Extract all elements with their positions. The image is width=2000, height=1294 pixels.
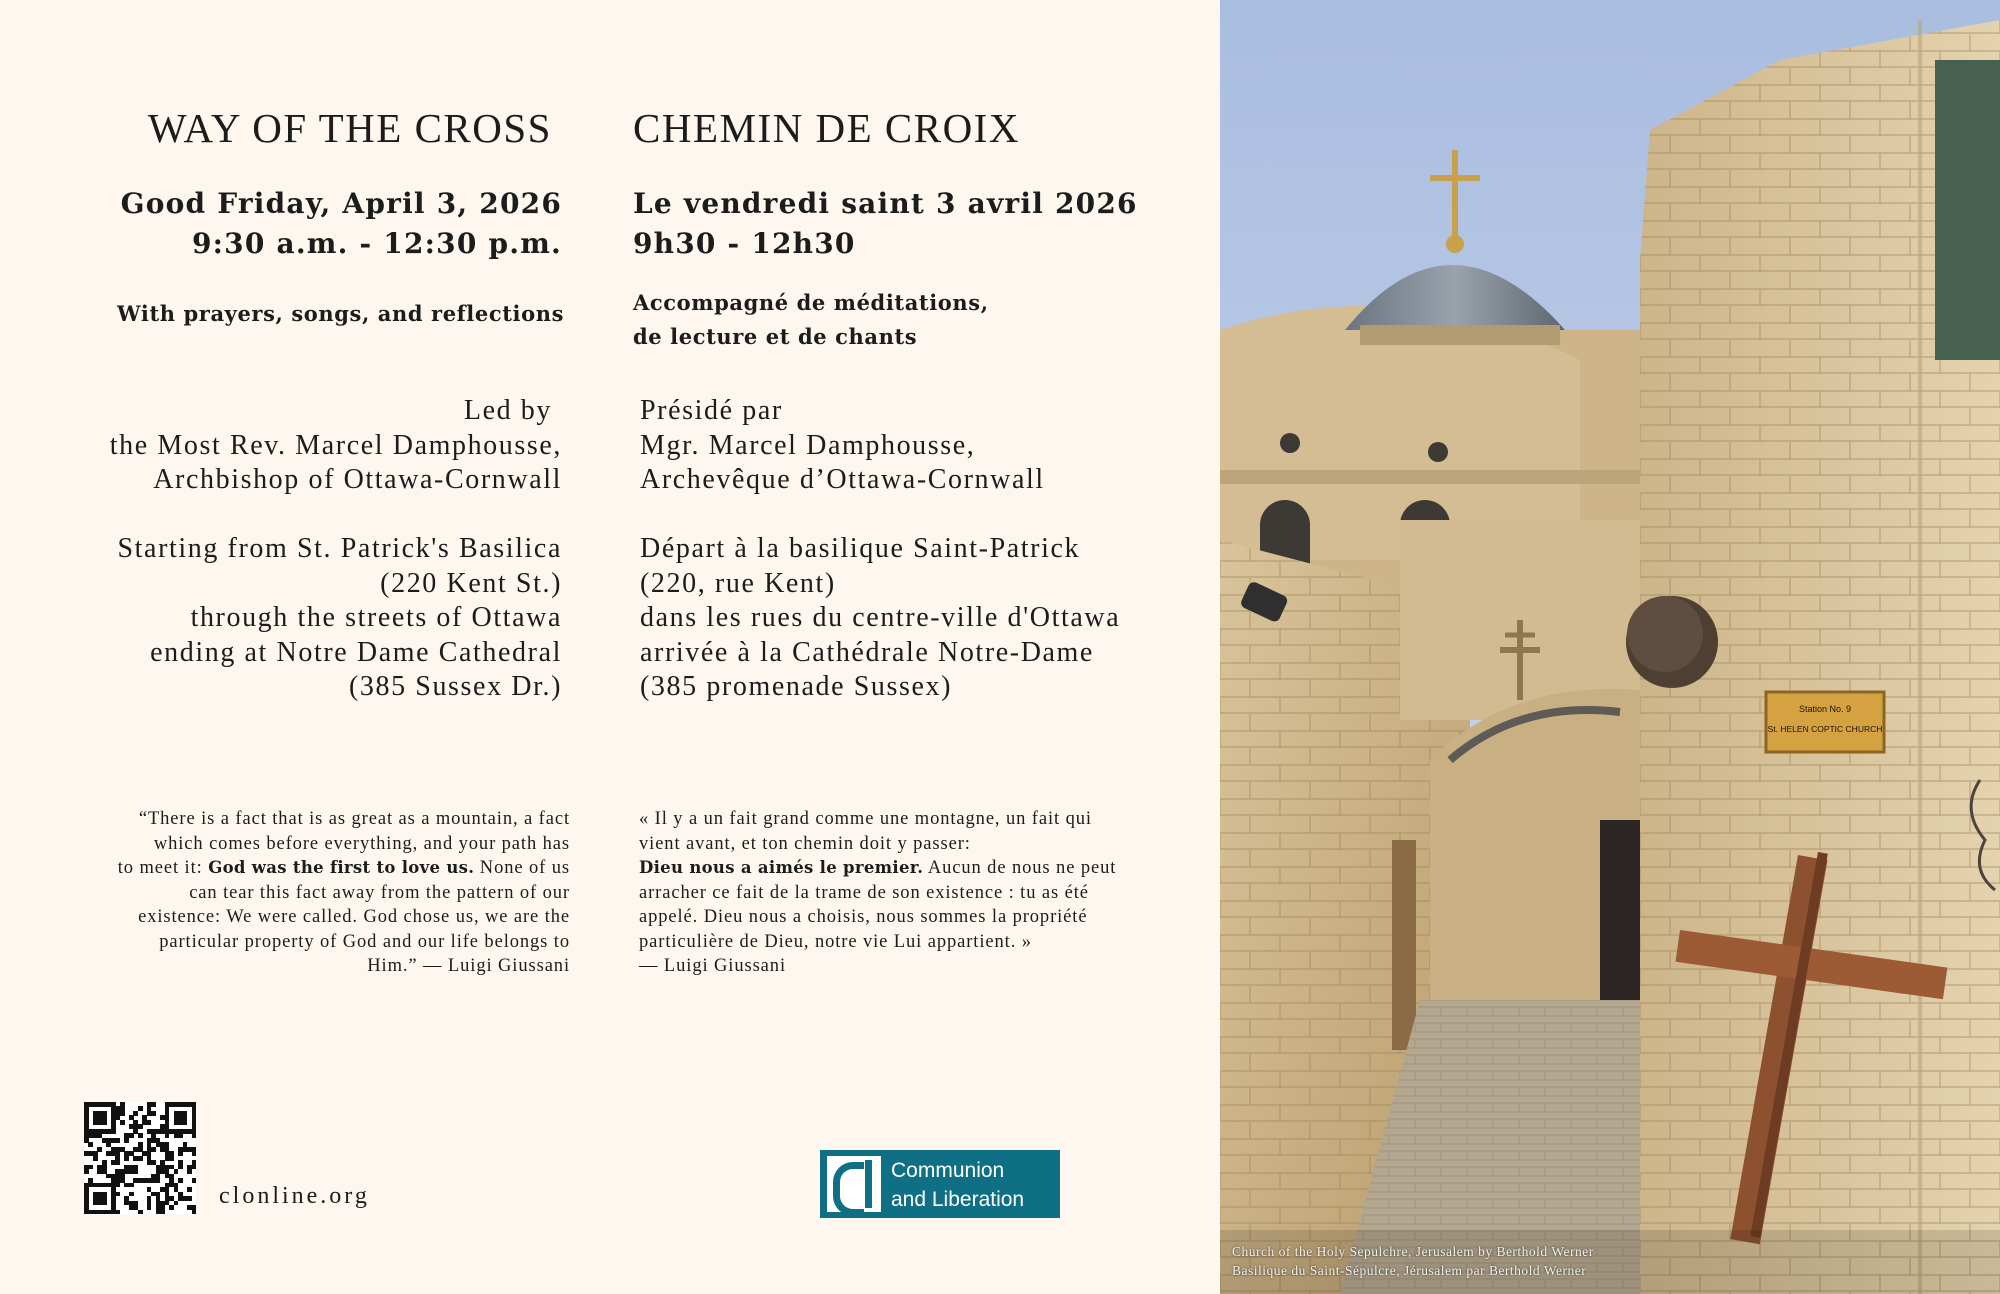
french-route-line: Départ à la basilique Saint-Patrick [640, 533, 1081, 564]
qr-module [151, 1147, 156, 1152]
french-quote [639, 807, 1116, 979]
english-date-time [0, 184, 562, 264]
english-quote-line: existence: We were called. God chose us, we are the [138, 907, 570, 927]
french-date-time [633, 184, 1138, 264]
french-route [640, 532, 1120, 705]
qr-module [178, 1165, 183, 1170]
english-quote-line-bold: to meet it: God was the first to love us. None of us [117, 858, 570, 878]
english-quote-line: particular property of God and our life belongs to [159, 931, 570, 952]
english-route-line: through the streets of Ottawa [190, 602, 562, 633]
english-led-line: the Most Rev. Marcel Damphousse, [109, 429, 562, 461]
english-led-line: Archbishop of Ottawa-Cornwall [153, 464, 562, 495]
qr-module [129, 1133, 134, 1138]
qr-module [187, 1196, 192, 1201]
english-quote-line: “There is a fact that is as great as a mountain, a fact [138, 809, 570, 829]
qr-module [138, 1210, 143, 1215]
qr-module [115, 1210, 120, 1215]
qr-module [111, 1129, 116, 1134]
french-subtitle-line: Accompagné de méditations, [633, 290, 989, 315]
qr-module [133, 1111, 138, 1116]
english-quote-line: Him.” — Luigi Giussani [367, 956, 570, 976]
english-route-line: (220 Kent St.) [380, 567, 562, 599]
qr-module [192, 1165, 197, 1170]
french-date: Le vendredi saint 3 avril 2026 [633, 187, 1138, 220]
qr-module [187, 1169, 192, 1174]
english-quote-emphasis: God was the first to love us. [208, 858, 475, 877]
english-quote-line: which comes before everything, and your path has [153, 833, 570, 854]
qr-module [88, 1165, 93, 1170]
english-time: 9:30 a.m. - 12:30 p.m. [191, 227, 562, 260]
english-route-line: (385 Sussex Dr.) [348, 671, 562, 702]
qr-module [138, 1133, 143, 1138]
french-route-line: dans les rues du centre-ville d'Ottawa [640, 602, 1121, 633]
website-url[interactable]: clonline.org [219, 1183, 370, 1209]
qr-module [138, 1124, 143, 1129]
qr-module [93, 1156, 98, 1161]
qr-module [120, 1111, 125, 1116]
logo-text [891, 1156, 1024, 1214]
english-date: Good Friday, April 3, 2026 [120, 187, 562, 220]
qr-module [174, 1201, 179, 1206]
qr-module [169, 1205, 174, 1210]
french-led-line: Mgr. Marcel Damphousse, [640, 429, 976, 461]
english-led-by [0, 394, 562, 498]
jerusalem-photo [1220, 0, 2000, 1294]
qr-module [115, 1160, 120, 1165]
french-time: 9h30 - 12h30 [633, 227, 856, 260]
logo-line: Communion [891, 1159, 1005, 1182]
french-title: CHEMIN DE CROIX [633, 105, 1020, 151]
french-subtitle-line: de lecture et de chants [633, 324, 918, 349]
qr-module [165, 1133, 170, 1138]
qr-module [129, 1183, 134, 1188]
qr-module [133, 1169, 138, 1174]
photo-credit-fr: Basilique du Saint-Sépulcre, Jérusalem par Berthold Werner [1232, 1263, 1587, 1278]
french-led-line: Présidé par [640, 395, 783, 426]
qr-module [151, 1111, 156, 1116]
english-route-line: ending at Notre Dame Cathedral [150, 636, 562, 668]
qr-module [192, 1178, 197, 1183]
qr-module [124, 1138, 129, 1143]
qr-module [178, 1151, 183, 1156]
english-route-line: Starting from St. Patrick's Basilica [117, 533, 562, 564]
qr-module [88, 1142, 93, 1147]
communion-and-liberation-logo [820, 1150, 1060, 1218]
qr-module [84, 1169, 89, 1174]
french-subtitle [633, 286, 989, 354]
qr-module [115, 1138, 120, 1143]
qr-module [115, 1183, 120, 1188]
french-route-line: (385 promenade Sussex) [640, 671, 953, 702]
french-quote-line: appelé. Dieu nous a choisis, nous sommes la propriété [639, 907, 1088, 927]
qr-module [156, 1178, 161, 1183]
english-quote [0, 807, 570, 979]
english-subtitle: With prayers, songs, and reflections [117, 301, 564, 326]
qr-module [187, 1187, 192, 1192]
french-route-line: arrivée à la Cathédrale Notre-Dame [640, 636, 1094, 668]
french-quote-line: particulière de Dieu, notre vie Lui appartient. » [639, 931, 1032, 952]
qr-module [115, 1192, 120, 1197]
qr-module [147, 1205, 152, 1210]
qr-module [138, 1156, 143, 1161]
qr-module [160, 1210, 165, 1215]
qr-module [124, 1156, 129, 1161]
french-quote-line: arracher ce fait de la trame de son existence : tu as été [639, 882, 1089, 903]
french-route-line: (220, rue Kent) [640, 567, 836, 599]
english-led-line: Led by [463, 395, 552, 426]
qr-module [102, 1120, 107, 1125]
french-quote-emphasis: Dieu nous a aimés le premier. [639, 858, 924, 877]
qr-module [192, 1151, 197, 1156]
french-led-line: Archevêque d’Ottawa-Cornwall [640, 464, 1045, 495]
qr-module [129, 1192, 134, 1197]
qr-module [178, 1133, 183, 1138]
sign-station: Station No. 9 [1798, 704, 1852, 714]
logo-line: and Liberation [891, 1188, 1025, 1211]
french-led-by [640, 394, 1045, 498]
cl-logo-mark [827, 1156, 881, 1212]
qr-module [97, 1147, 102, 1152]
qr-module [138, 1106, 143, 1111]
photo-illustration [1220, 0, 2000, 1294]
qr-module [192, 1133, 197, 1138]
qr-module [151, 1102, 156, 1107]
french-quote-line: vient avant, et ton chemin doit y passer: [639, 833, 971, 854]
qr-module [169, 1156, 174, 1161]
photo-credit-en: Church of the Holy Sepulchre, Jerusalem by Berthold Werner [1232, 1244, 1594, 1259]
qr-module [147, 1120, 152, 1125]
english-route [0, 532, 562, 705]
qr-module [192, 1210, 197, 1215]
french-quote-line: — Luigi Giussani [639, 956, 786, 976]
qr-module [120, 1120, 125, 1125]
sign-church: St. HELEN COPTIC CHURCH [1767, 724, 1883, 734]
qr-module [174, 1169, 179, 1174]
french-quote-line: « Il y a un fait grand comme une montagne, un fait qui [639, 809, 1092, 829]
qr-module [183, 1120, 188, 1125]
qr-module [178, 1178, 183, 1183]
english-title: WAY OF THE CROSS [147, 105, 552, 151]
english-quote-line: can tear this fact away from the pattern of our [189, 882, 570, 903]
qr-code[interactable] [84, 1102, 196, 1214]
french-quote-line-bold: Dieu nous a aimés le premier. Aucun de nous ne peut [639, 858, 1117, 878]
qr-module [102, 1201, 107, 1206]
